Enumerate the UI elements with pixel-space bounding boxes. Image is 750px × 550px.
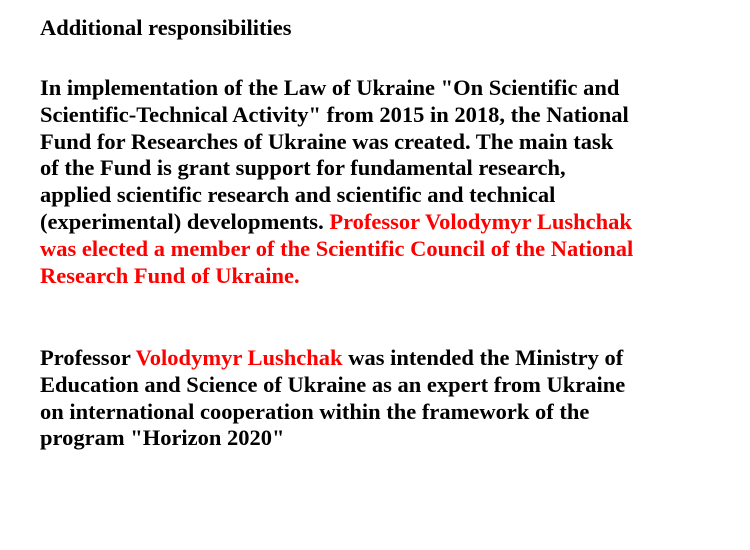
paragraph-line: Fund for Researches of Ukraine was created. The main task [40,128,614,154]
highlighted-line: Research Fund of Ukraine. [40,262,300,288]
highlighted-name: Volodymyr Lushchak [135,345,343,370]
paragraph-line: program "Horizon 2020" [40,425,285,451]
highlighted-name: Professor Volodymyr Lushchak [329,208,632,234]
paragraph-line: on international cooperation within the framework of the [40,398,590,424]
paragraph-line [40,345,720,372]
paragraph-horizon-expert [40,345,720,452]
paragraph-text: Professor [40,345,136,370]
paragraph-line: Scientific-Technical Activity" from 2015 in 2018, the National [40,101,629,127]
paragraph-text: (experimental) developments. [40,208,330,234]
paragraph-line: of the Fund is grant support for fundamental research, [40,155,566,181]
highlighted-line: was elected a member of the Scientific Council of the National [40,235,634,261]
paragraph-line [40,209,720,236]
paragraph-text: was intended the Ministry of [342,345,624,370]
slide-heading: Additional responsibilities [40,15,292,40]
paragraph-line: applied scientific research and scientific and technical [40,182,556,208]
paragraph-line: Education and Science of Ukraine as an expert from Ukraine [40,371,626,397]
paragraph-fund-creation [40,75,720,289]
paragraph-line: In implementation of the Law of Ukraine "On Scientific and [40,75,620,100]
